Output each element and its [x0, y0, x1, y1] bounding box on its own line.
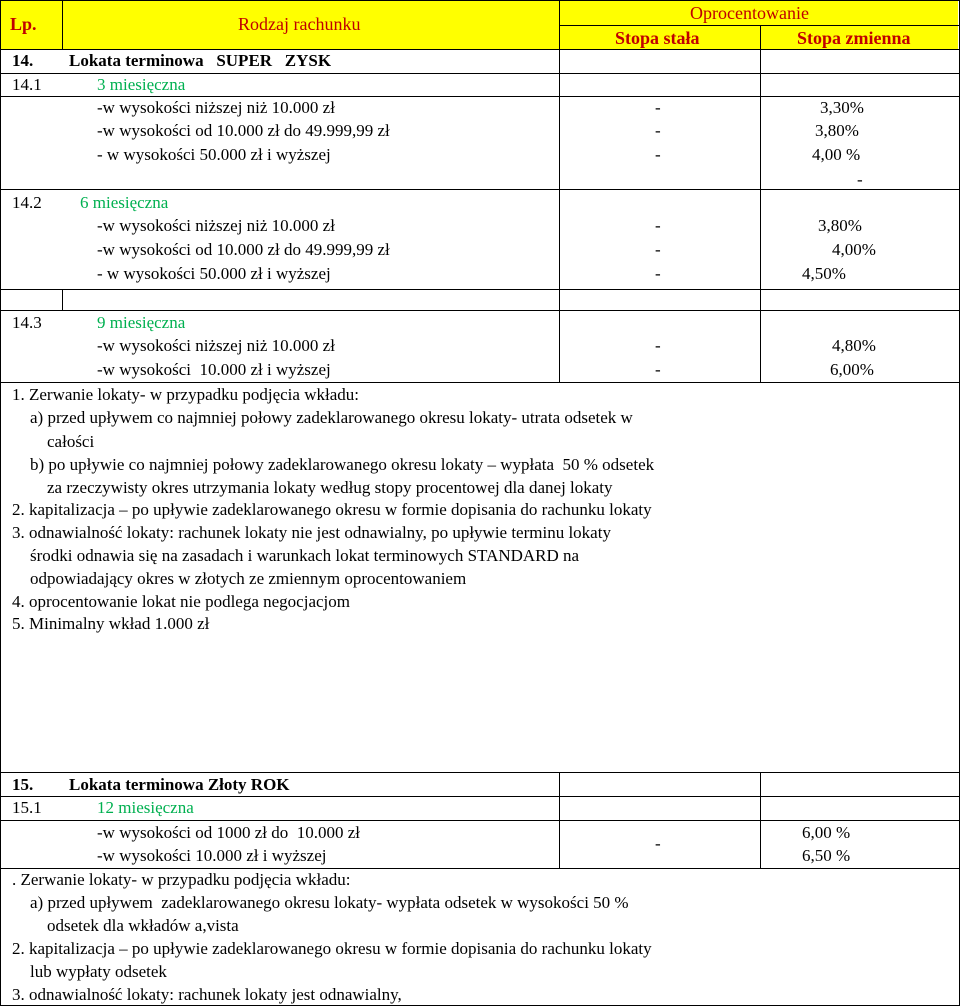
- rate-row-fixed: -: [655, 145, 661, 164]
- header-oprocentowanie: Oprocentowanie: [690, 3, 809, 23]
- note-line: 2. kapitalizacja – po upływie zadeklarowanego okresu w formie dopisania do rachunku lokaty: [12, 939, 652, 958]
- header-lp: Lp.: [10, 14, 37, 34]
- rate-row-label: -w wysokości 10.000 zł i wyższej: [97, 846, 327, 865]
- rate-row-fixed: -: [655, 98, 661, 117]
- note-line: za rzeczywisty okres utrzymania lokaty według stopy procentowej dla danej lokaty: [47, 478, 613, 497]
- rate-row-variable: 3,80%: [818, 216, 862, 235]
- rate-row-label: -w wysokości od 10.000 zł do 49.999,99 zł: [97, 240, 390, 259]
- section-15-number: 15.: [12, 775, 34, 794]
- note-line: lub wypłaty odsetek: [30, 962, 167, 981]
- header-stopa-stala: Stopa stała: [615, 28, 700, 48]
- rate-row-variable: 3,80%: [815, 121, 859, 140]
- note-line: 1. Zerwanie lokaty- w przypadku podjęcia wkładu:: [12, 385, 359, 404]
- rate-row-fixed: -: [655, 834, 661, 853]
- note-line: środki odnawia się na zasadach i warunkach lokat terminowych STANDARD na: [30, 546, 580, 565]
- group-14-2-number: 14.2: [12, 193, 42, 212]
- rate-row-fixed: -: [655, 264, 661, 283]
- header-rodzaj-rachunku: Rodzaj rachunku: [238, 14, 361, 34]
- rate-row-fixed: -: [655, 216, 661, 235]
- note-line: 3. odnawialność lokaty: rachunek lokaty nie jest odnawialny, po upływie terminu lokaty: [12, 523, 611, 542]
- group-14-3-name: 9 miesięczna: [97, 313, 186, 332]
- header-stopa-zmienna: Stopa zmienna: [797, 28, 911, 48]
- rate-row-variable: 4,50%: [802, 264, 846, 283]
- section-14-title: Lokata terminowa SUPER ZYSK: [69, 51, 332, 70]
- rate-row-variable: 4,00 %: [812, 145, 861, 164]
- extra-dash: -: [857, 170, 863, 189]
- rate-row-variable: 6,50 %: [802, 846, 851, 865]
- rate-row-label: -w wysokości niższej niż 10.000 zł: [97, 98, 335, 117]
- rate-row-label: - w wysokości 50.000 zł i wyższej: [97, 264, 331, 283]
- rate-row-fixed: -: [655, 336, 661, 355]
- note-line: odpowiadający okres w złotych ze zmiennym oprocentowaniem: [30, 569, 467, 588]
- group-15-1-name: 12 miesięczna: [97, 798, 194, 817]
- rate-row-label: -w wysokości od 1000 zł do 10.000 zł: [97, 823, 361, 842]
- rate-row-fixed: -: [655, 360, 661, 379]
- note-line: . Zerwanie lokaty- w przypadku podjęcia wkładu:: [12, 870, 351, 889]
- group-14-3-number: 14.3: [12, 313, 42, 332]
- note-line: 4. oprocentowanie lokat nie podlega negocjacjom: [12, 592, 350, 611]
- rate-row-label: -w wysokości 10.000 zł i wyższej: [97, 360, 331, 379]
- rate-row-variable: 6,00 %: [802, 823, 851, 842]
- note-line: a) przed upływem zadeklarowanego okresu lokaty- wypłata odsetek w wysokości 50 %: [30, 893, 629, 912]
- rate-row-label: - w wysokości 50.000 zł i wyższej: [97, 145, 331, 164]
- group-15-1-number: 15.1: [12, 798, 42, 817]
- rate-row-variable: 4,80%: [832, 336, 876, 355]
- rate-row-label: -w wysokości niższej niż 10.000 zł: [97, 216, 335, 235]
- rate-row-variable: 4,00%: [832, 240, 876, 259]
- rate-row-variable: 6,00%: [830, 360, 874, 379]
- note-line: a) przed upływem co najmniej połowy zadeklarowanego okresu lokaty- utrata odsetek w: [30, 408, 633, 427]
- rate-row-label: -w wysokości niższej niż 10.000 zł: [97, 336, 335, 355]
- rate-row-variable: 3,30%: [820, 98, 864, 117]
- rate-row-label: -w wysokości od 10.000 zł do 49.999,99 zł: [97, 121, 390, 140]
- note-line: 2. kapitalizacja – po upływie zadeklarowanego okresu w formie dopisania do rachunku lokaty: [12, 500, 652, 519]
- note-line: 3. odnawialność lokaty: rachunek lokaty jest odnawialny,: [12, 985, 402, 1004]
- rate-row-fixed: -: [655, 121, 661, 140]
- note-line: 5. Minimalny wkład 1.000 zł: [12, 614, 210, 633]
- section-15-title: Lokata terminowa Złoty ROK: [69, 775, 290, 794]
- note-line: całości: [47, 432, 95, 451]
- group-14-1-name: 3 miesięczna: [97, 75, 186, 94]
- note-line: b) po upływie co najmniej połowy zadeklarowanego okresu lokaty – wypłata 50 % odsetek: [30, 455, 655, 474]
- group-14-2-name: 6 miesięczna: [80, 193, 169, 212]
- note-line: odsetek dla wkładów a,vista: [47, 916, 239, 935]
- rate-row-fixed: -: [655, 240, 661, 259]
- group-14-1-number: 14.1: [12, 75, 42, 94]
- section-14-number: 14.: [12, 51, 34, 70]
